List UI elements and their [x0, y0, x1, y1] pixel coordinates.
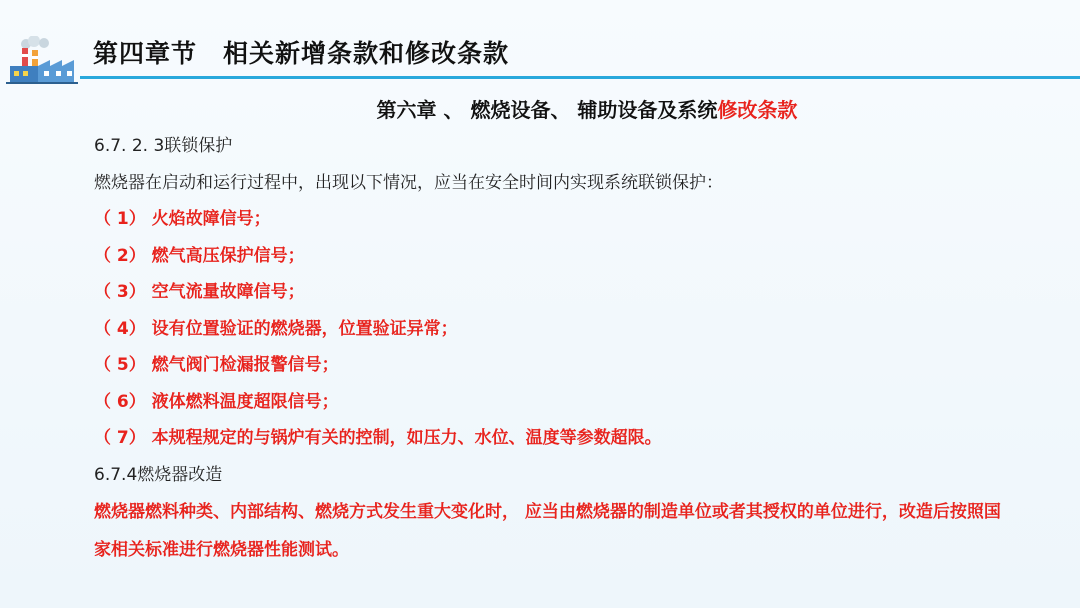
- list-item: （ 6） 液体燃料温度超限信号；: [94, 391, 339, 412]
- list-item: （ 1） 火焰故障信号；: [94, 209, 271, 229]
- section-title: [140, 92, 1034, 128]
- factory-icon: [6, 36, 78, 84]
- list-item: （ 3） 空气流量故障信号；: [94, 282, 305, 302]
- content: [94, 92, 1034, 569]
- list-item: （ 4） 设有位置验证的燃烧器，位置验证异常；: [94, 318, 458, 339]
- list-item: （ 7） 本规程规定的与锅炉有关的控制，如压力、水位、温度等参数超限。: [94, 428, 662, 448]
- header: [0, 28, 1080, 80]
- header-divider: [80, 76, 1080, 79]
- clause-intro: 燃烧器在启动和运行过程中，出现以下情况，应当在安全时间内实现系统联锁保护：: [94, 172, 723, 193]
- clause-number: 6.7.4燃烧器改造: [94, 464, 223, 485]
- list-item: （ 2） 燃气高压保护信号；: [94, 245, 305, 266]
- page-title: 第四章节 相关新增条款和修改条款: [93, 39, 510, 68]
- section-title-main: 第六章 、 燃烧设备、 辅助设备及系统: [376, 98, 718, 122]
- section-title-highlight: 修改条款: [717, 98, 798, 122]
- list-item: （ 5） 燃气阀门检漏报警信号；: [94, 355, 339, 375]
- clause-number: 6.7. 2. 3联锁保护: [94, 136, 233, 156]
- clause-text: 燃烧器燃料种类、内部结构、燃烧方式发生重大变化时， 应当由燃烧器的制造单位或者其授权的单位进行，改造后按照国家相关标准进行燃烧器性能测试。: [94, 502, 1001, 560]
